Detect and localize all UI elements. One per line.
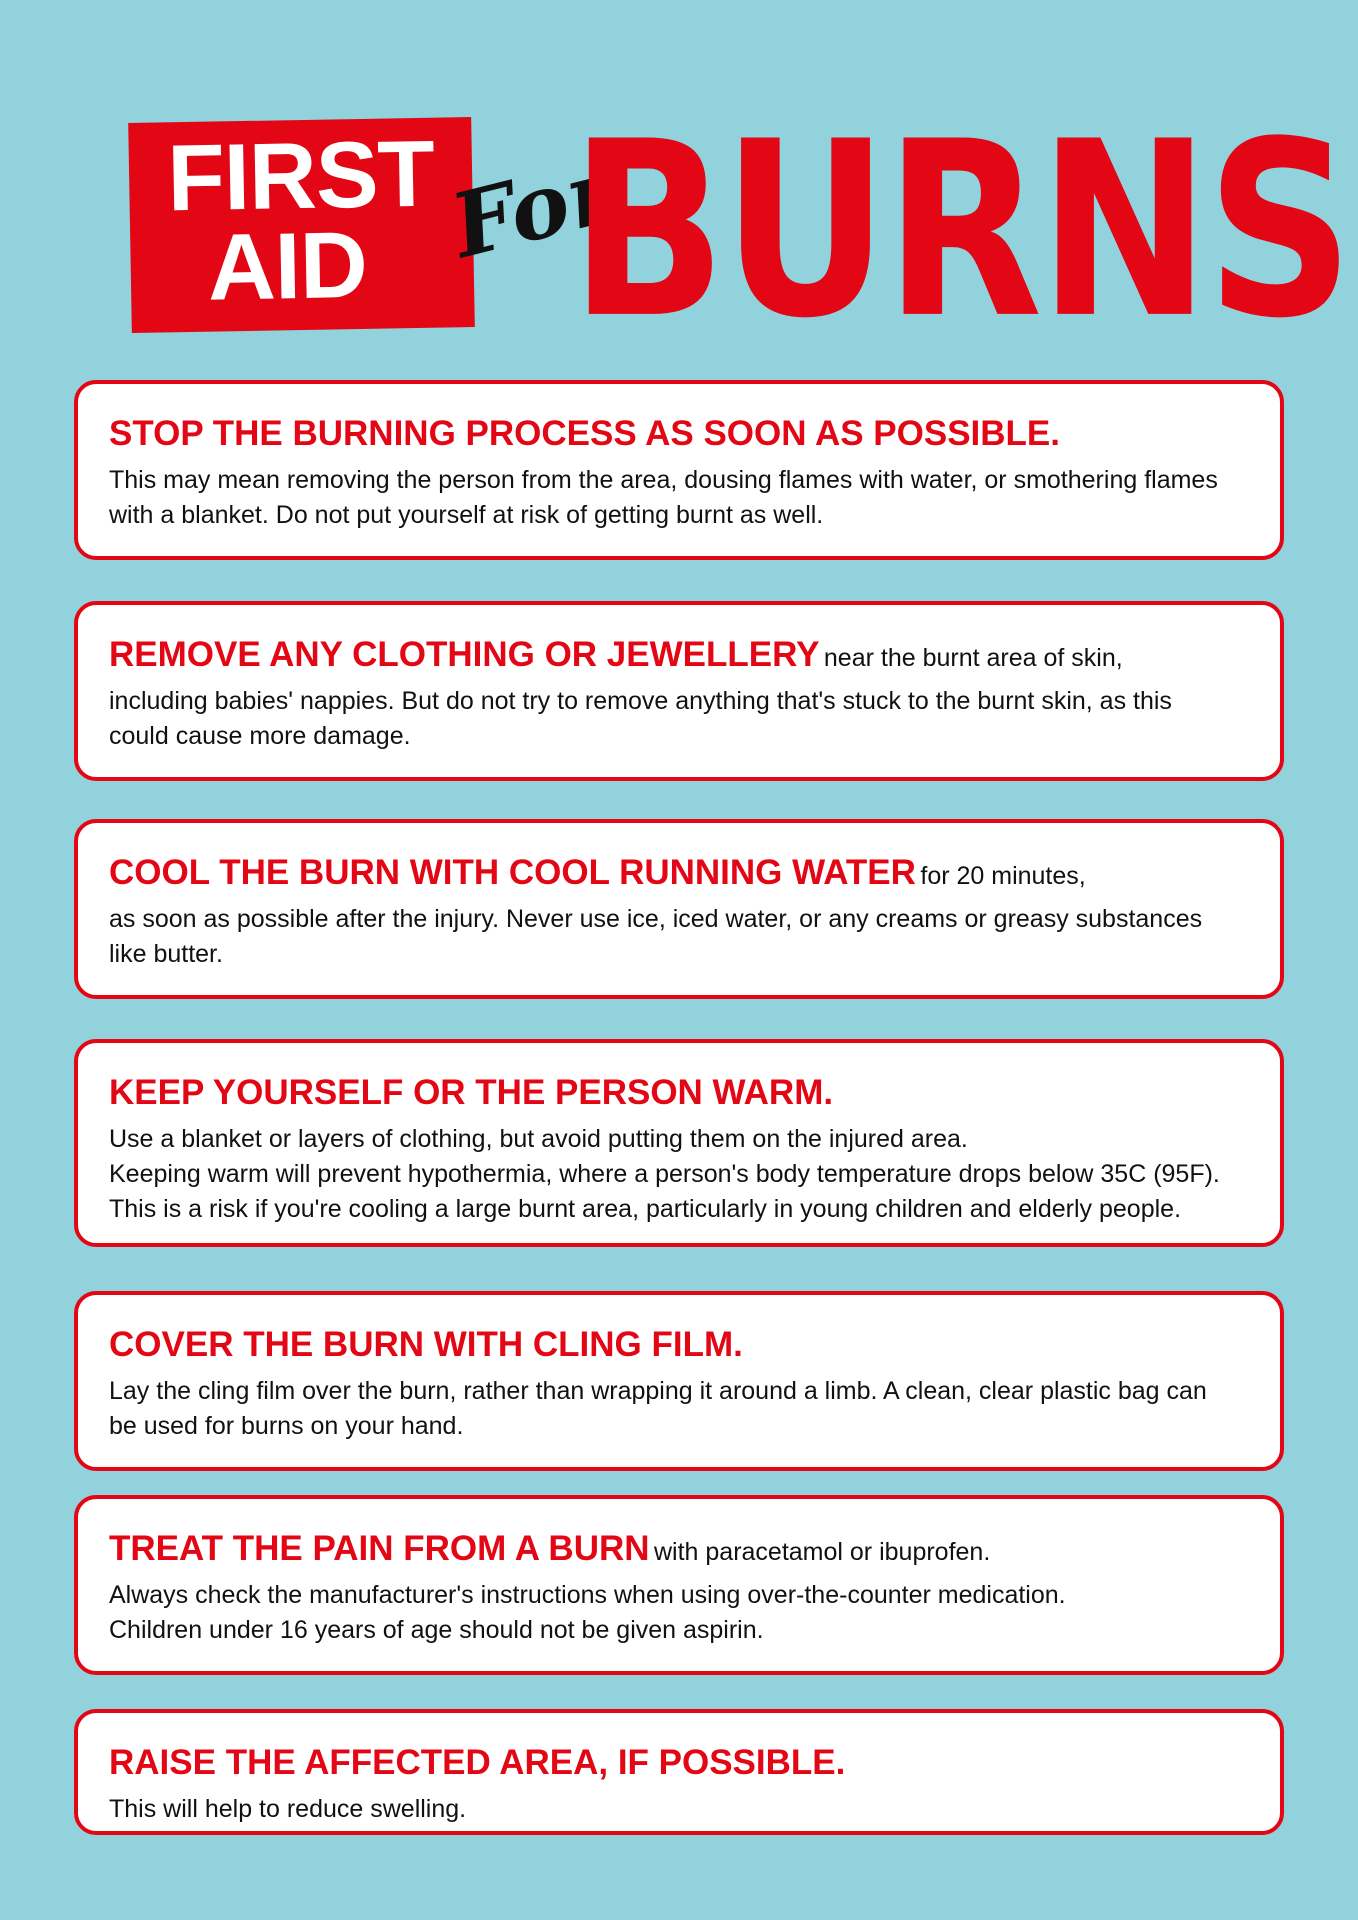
step-inline-text: for 20 minutes, <box>920 862 1086 890</box>
step-body <box>109 1122 1250 1227</box>
first-word: FIRST <box>166 120 435 231</box>
step-lead <box>109 851 1250 902</box>
step-body-line: Always check the manufacturer's instructions when using over-the-counter medication. <box>109 1581 1066 1609</box>
step-body <box>109 1374 1250 1444</box>
step-body <box>109 1578 1250 1648</box>
step-title: COOL THE BURN WITH COOL RUNNING WATER <box>109 853 916 892</box>
burns-title: BURNS <box>570 90 1350 372</box>
aid-word: AID <box>206 211 368 320</box>
first-aid-label <box>128 117 475 333</box>
step-lead <box>109 1741 1250 1792</box>
step-lead <box>109 1323 1250 1374</box>
step-title: RAISE THE AFFECTED AREA, IF POSSIBLE. <box>109 1743 846 1782</box>
step-body <box>109 463 1250 533</box>
step-inline-text: near the burnt area of skin, <box>823 644 1123 672</box>
step-body-line: could cause more damage. <box>109 722 411 750</box>
step-lead <box>109 633 1250 684</box>
step-body-line: This is a risk if you're cooling a large burnt area, particularly in young children and elderly people. <box>109 1195 1182 1223</box>
step-card-keep-warm <box>74 1039 1284 1247</box>
step-body-line: including babies' nappies. But do not try to remove anything that's stuck to the burnt skin, as this <box>109 687 1172 715</box>
for-script-word: For <box>441 137 625 279</box>
step-body-line: as soon as possible after the injury. Never use ice, iced water, or any creams or greasy substances <box>109 905 1203 933</box>
step-body-line: with a blanket. Do not put yourself at risk of getting burnt as well. <box>109 501 824 529</box>
poster-header <box>0 0 1358 372</box>
step-card-stop-burning <box>74 380 1284 560</box>
step-body-line: Use a blanket or layers of clothing, but avoid putting them on the injured area. <box>109 1125 968 1153</box>
step-title: COVER THE BURN WITH CLING FILM. <box>109 1325 743 1364</box>
step-body-line: Lay the cling film over the burn, rather than wrapping it around a limb. A clean, clear plastic bag can <box>109 1377 1207 1405</box>
step-lead <box>109 1527 1250 1578</box>
step-body <box>109 902 1250 972</box>
step-title: REMOVE ANY CLOTHING OR JEWELLERY <box>109 635 820 674</box>
step-body-line: Keeping warm will prevent hypothermia, where a person's body temperature drops below 35C (95F). <box>109 1160 1220 1188</box>
step-lead <box>109 1071 1250 1122</box>
step-body <box>109 684 1250 754</box>
step-title: TREAT THE PAIN FROM A BURN <box>109 1529 650 1568</box>
step-card-remove-clothing <box>74 601 1284 781</box>
step-body-line: Children under 16 years of age should not be given aspirin. <box>109 1616 764 1644</box>
step-card-raise-area <box>74 1709 1284 1835</box>
step-body-line: This may mean removing the person from the area, dousing flames with water, or smothering flames <box>109 466 1218 494</box>
step-inline-text: with paracetamol or ibuprofen. <box>653 1538 991 1566</box>
step-body-line: be used for burns on your hand. <box>109 1412 464 1440</box>
step-card-treat-pain <box>74 1495 1284 1675</box>
step-title: STOP THE BURNING PROCESS AS SOON AS POSSIBLE. <box>109 414 1060 453</box>
step-body-line: This will help to reduce swelling. <box>109 1795 467 1823</box>
step-body <box>109 1792 1250 1827</box>
step-body-line: like butter. <box>109 940 223 968</box>
step-title: KEEP YOURSELF OR THE PERSON WARM. <box>109 1073 834 1112</box>
step-card-cover-burn <box>74 1291 1284 1471</box>
step-lead <box>109 412 1250 463</box>
step-card-cool-burn <box>74 819 1284 999</box>
